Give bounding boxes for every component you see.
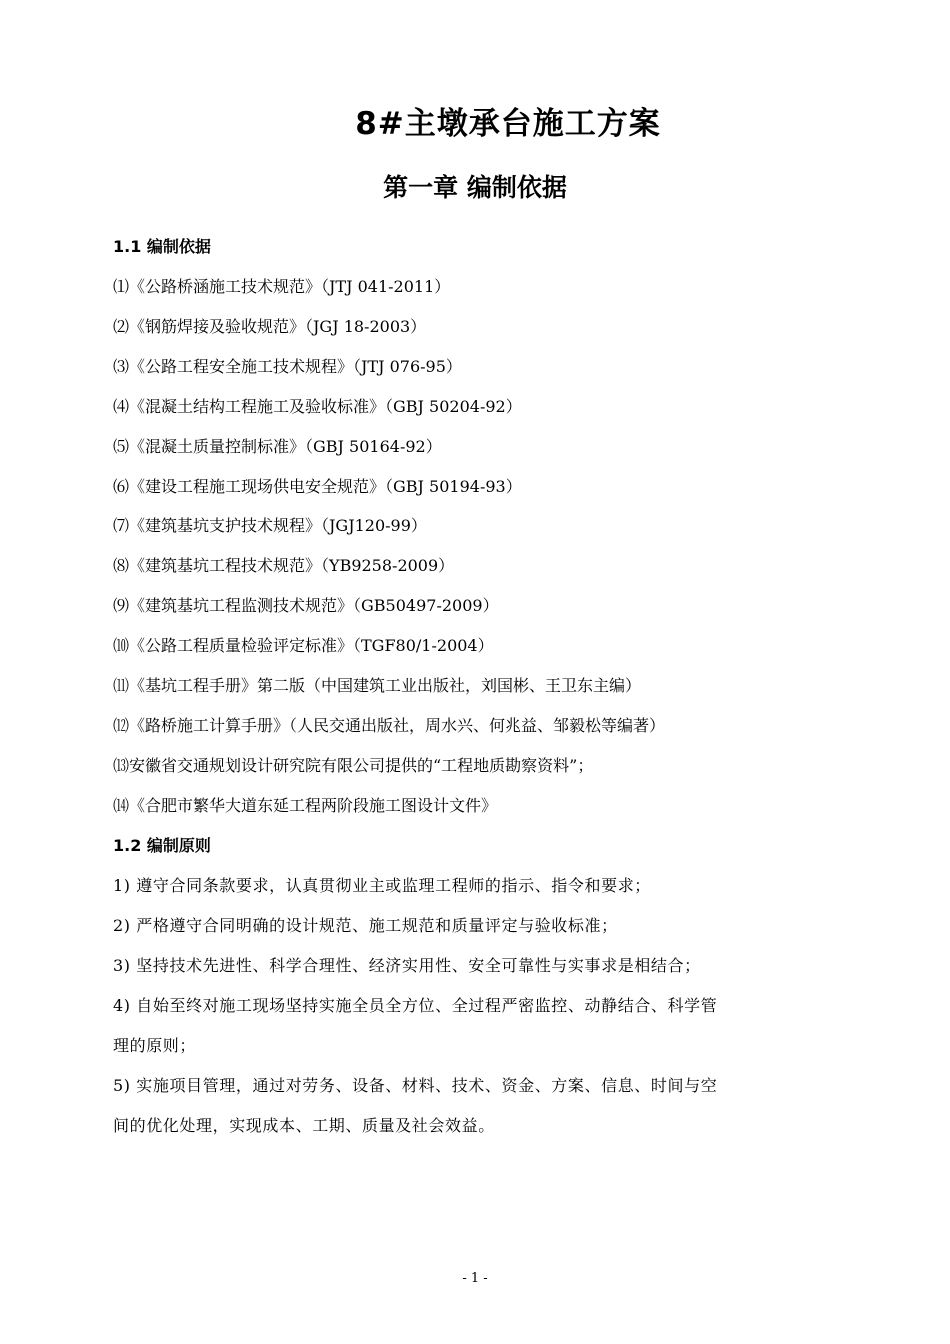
principle-item-5: 5) 实施项目管理，通过对劳务、设备、材料、技术、资金、方案、信息、时间与空	[113, 1076, 718, 1095]
reference-item-9: ⑼《建筑基坑工程监测技术规范》（GB50497-2009）	[113, 596, 499, 615]
reference-item-6: ⑹《建设工程施工现场供电安全规范》（GBJ 50194-93）	[113, 477, 522, 496]
reference-item-14: ⒁《合肥市繁华大道东延工程两阶段施工图设计文件》	[113, 796, 498, 815]
reference-item-4: ⑷《混凝土结构工程施工及验收标准》（GBJ 50204-92）	[113, 397, 522, 416]
reference-item-3: ⑶《公路工程安全施工技术规程》（JTJ 076-95）	[113, 357, 462, 376]
section-heading-1-2: 1.2 编制原则	[113, 836, 211, 855]
reference-item-12: ⑿《路桥施工计算手册》（人民交通出版社，周水兴、何兆益、邹毅松等编著）	[113, 716, 666, 735]
reference-item-8: ⑻《建筑基坑工程技术规范》（YB9258-2009）	[113, 556, 455, 575]
reference-item-2: ⑵《钢筋焊接及验收规范》（JGJ 18-2003）	[113, 317, 427, 336]
principle-item-1: 1) 遵守合同条款要求，认真贯彻业主或监理工程师的指示、指令和要求；	[113, 876, 651, 895]
principle-item-2: 2) 严格遵守合同明确的设计规范、施工规范和质量评定与验收标准；	[113, 916, 618, 935]
reference-item-13: ⒀安徽省交通规划设计研究院有限公司提供的“工程地质勘察资料”；	[113, 756, 594, 775]
page-number: - 1 -	[462, 1271, 488, 1286]
reference-item-10: ⑽《公路工程质量检验评定标准》（TGF80/1-2004）	[113, 636, 494, 655]
reference-item-5: ⑸《混凝土质量控制标准》（GBJ 50164-92）	[113, 437, 442, 456]
chapter-heading: 第一章 编制依据	[383, 173, 567, 202]
reference-item-11: ⑾《基坑工程手册》第二版（中国建筑工业出版社，刘国彬、王卫东主编）	[113, 676, 642, 695]
principle-item-4-cont: 理的原则；	[113, 1036, 197, 1055]
document-title: 8#主墩承台施工方案	[355, 106, 661, 142]
principle-item-5-cont: 间的优化处理，实现成本、工期、质量及社会效益。	[113, 1116, 495, 1135]
reference-item-1: ⑴《公路桥涵施工技术规范》（JTJ 041-2011）	[113, 277, 451, 296]
principle-item-3: 3) 坚持技术先进性、科学合理性、经济实用性、安全可靠性与实事求是相结合；	[113, 956, 701, 975]
reference-item-7: ⑺《建筑基坑支护技术规程》（JGJ120-99）	[113, 516, 427, 535]
principle-item-4: 4) 自始至终对施工现场坚持实施全员全方位、全过程严密监控、动静结合、科学管	[113, 996, 718, 1015]
section-heading-1-1: 1.1 编制依据	[113, 237, 211, 256]
